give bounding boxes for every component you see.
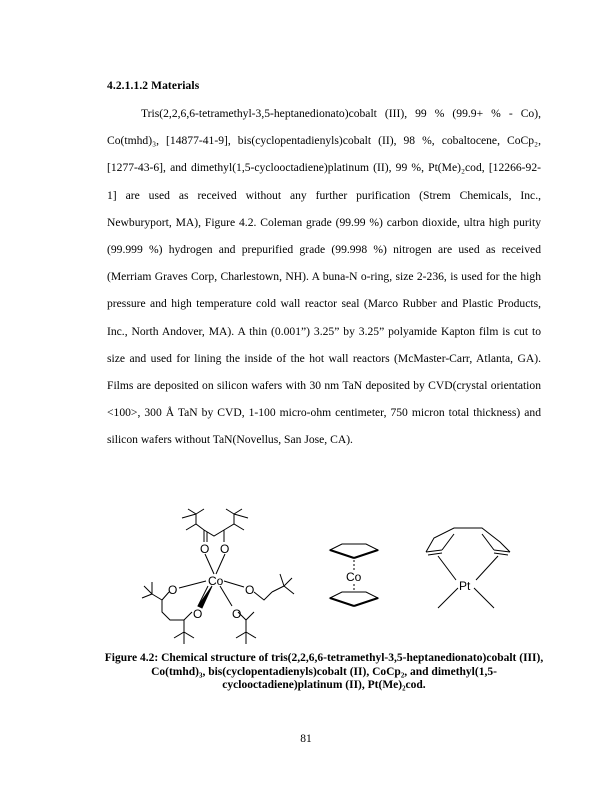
oxygen-label: O xyxy=(220,542,230,556)
oxygen-label: O xyxy=(200,542,210,556)
oxygen-label: O xyxy=(193,607,203,621)
figure-caption: Figure 4.2: Chemical structure of tris(2,2,6,6-tetramethyl-3,5-heptanedionato)cobalt (III), Co(tmhd)₃, bis(cyclopentadienyls)cobalt (II), CoCp₂, and dimethyl(1,5-cyclooctadiene)platinum (II), Pt(Me)₂cod. xyxy=(104,652,544,692)
pt-cod-structure xyxy=(426,528,510,608)
platinum-label: Pt xyxy=(459,579,471,593)
structures-svg xyxy=(138,508,518,648)
cobalt-label: Co xyxy=(346,570,362,584)
oxygen-label: O xyxy=(168,583,178,597)
oxygen-label: O xyxy=(245,583,255,597)
cobalt-label: Co xyxy=(208,574,224,588)
chemical-structures-figure xyxy=(138,508,518,648)
oxygen-label: O xyxy=(232,607,242,621)
materials-paragraph-block xyxy=(107,100,541,454)
section-heading: 4.2.1.1.2 Materials xyxy=(107,80,200,92)
page-number: 81 xyxy=(300,733,312,745)
materials-paragraph: Tris(2,2,6,6-tetramethyl-3,5-heptanedionato)cobalt (III), 99 % (99.9+ % - Co), Co(tmhd)₃, [14877-41-9], bis(cyclopentadienyls)cobalt (II), 98 %, cobaltocene, CoCp₂, [1277-43-6], and dimethyl(1,5-cyclooctadiene)platinum (II), 99 %, Pt(Me)₂cod, [12266-92-1] are used as received without any further purification (Strem Chemicals, Inc., Newburyport, MA), Figure 4.2. Coleman grade (99.99 %) carbon dioxide, ultra high purity (99.999 %) hydrogen and prepurified grade (99.998 %) nitrogen are used as received (Merriam Graves Corp, Charlestown, NH). A buna-N o-ring, size 2-236, is used for the high pressure and high temperature cold wall reactor seal (Marco Rubber and Plastic Products, Inc., North Andover, MA). A thin (0.001”) 3.25” by 3.25” polyamide Kapton film is cut to size and used for lining the inside of the hot wall reactors (McMaster-Carr, Atlanta, GA). Films are deposited on silicon wafers with 30 nm TaN deposited by CVD(crystal orientation <100>, 300 Å TaN by CVD, 1-100 micro-ohm centimeter, 750 micron total thickness) and silicon wafers without TaN(Novellus, San Jose, CA). xyxy=(107,107,541,447)
